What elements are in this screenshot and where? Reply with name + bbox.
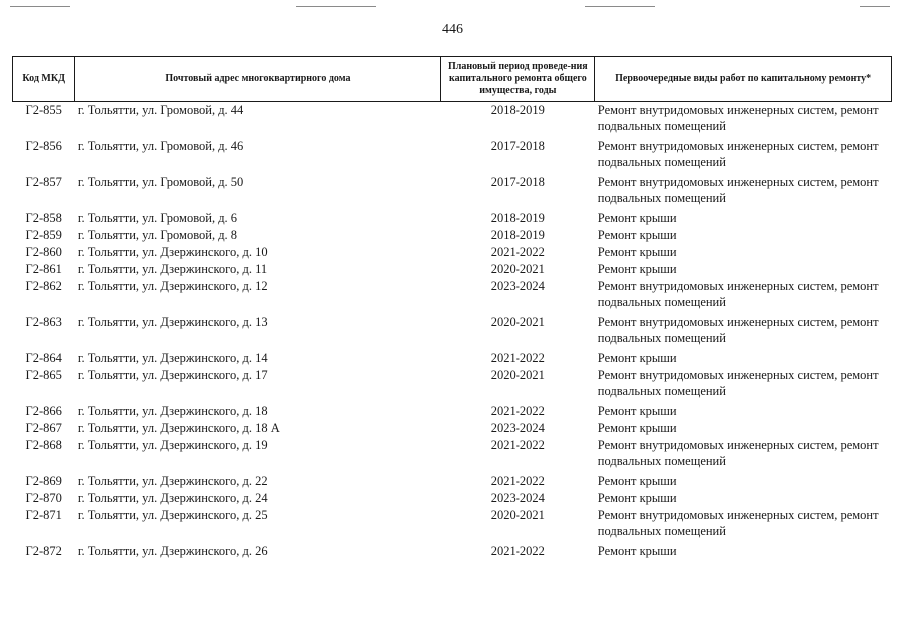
row-works: Ремонт внутридомовых инженерных систем, ремонт подвальных помещений [597,279,879,309]
table-row [13,367,892,403]
row-address: г. Тольятти, ул. Дзержинского, д. 11 [77,262,268,276]
page-number: 446 [442,22,463,37]
table-row [13,473,892,490]
row-address: г. Тольятти, ул. Громовой, д. 46 [77,139,244,153]
row-address: г. Тольятти, ул. Дзержинского, д. 10 [77,245,268,259]
table-row [13,210,892,227]
row-works: Ремонт внутридомовых инженерных систем, ремонт подвальных помещений [597,438,879,468]
row-code: Г2-866 [25,404,62,418]
table-row [13,244,892,261]
row-works: Ремонт крыши [597,245,677,259]
scan-edge-line [860,6,890,7]
row-works: Ремонт крыши [597,491,677,505]
capital-repair-table [12,56,892,560]
row-period: 2017-2018 [490,175,545,189]
row-code: Г2-864 [25,351,62,365]
row-address: г. Тольятти, ул. Громовой, д. 44 [77,103,244,117]
row-period: 2021-2022 [490,351,545,365]
row-period: 2018-2019 [490,228,545,242]
row-works: Ремонт крыши [597,421,677,435]
table-row [13,227,892,244]
row-period: 2020-2021 [490,262,545,276]
row-address: г. Тольятти, ул. Дзержинского, д. 17 [77,368,268,382]
row-address: г. Тольятти, ул. Дзержинского, д. 13 [77,315,268,329]
row-works: Ремонт крыши [597,544,677,558]
row-works: Ремонт внутридомовых инженерных систем, ремонт подвальных помещений [597,368,879,398]
row-works: Ремонт внутридомовых инженерных систем, ремонт подвальных помещений [597,508,879,538]
row-code: Г2-870 [25,491,62,505]
row-code: Г2-857 [25,175,62,189]
row-period: 2020-2021 [490,368,545,382]
row-period: 2023-2024 [490,421,545,435]
scan-edge-line [296,6,376,7]
table-row [13,350,892,367]
row-code: Г2-871 [25,508,62,522]
table-row [13,314,892,350]
table-row [13,420,892,437]
table-row [13,261,892,278]
row-period: 2021-2022 [490,474,545,488]
row-code: Г2-856 [25,139,62,153]
row-address: г. Тольятти, ул. Дзержинского, д. 18 [77,404,268,418]
row-works: Ремонт внутридомовых инженерных систем, ремонт подвальных помещений [597,139,879,169]
header-works: Первоочередные виды работ по капитальному ремонту* [595,57,892,102]
table-row [13,490,892,507]
row-address: г. Тольятти, ул. Дзержинского, д. 14 [77,351,268,365]
row-period: 2018-2019 [490,211,545,225]
row-address: г. Тольятти, ул. Громовой, д. 8 [77,228,238,242]
row-code: Г2-865 [25,368,62,382]
scan-edge-line [585,6,655,7]
row-works: Ремонт внутридомовых инженерных систем, ремонт подвальных помещений [597,315,879,345]
row-code: Г2-863 [25,315,62,329]
header-address: Почтовый адрес многоквартирного дома [75,57,441,102]
row-code: Г2-861 [25,262,62,276]
row-period: 2020-2021 [490,508,545,522]
header-code: Код МКД [13,57,75,102]
row-period: 2017-2018 [490,139,545,153]
row-code: Г2-868 [25,438,62,452]
row-period: 2023-2024 [490,491,545,505]
row-period: 2018-2019 [490,103,545,117]
row-address: г. Тольятти, ул. Дзержинского, д. 12 [77,279,268,293]
row-code: Г2-867 [25,421,62,435]
row-address: г. Тольятти, ул. Дзержинского, д. 25 [77,508,268,522]
row-address: г. Тольятти, ул. Дзержинского, д. 18 А [77,421,280,435]
row-period: 2021-2022 [490,404,545,418]
row-address: г. Тольятти, ул. Громовой, д. 50 [77,175,244,189]
row-period: 2020-2021 [490,315,545,329]
row-works: Ремонт крыши [597,262,677,276]
row-works: Ремонт крыши [597,474,677,488]
row-address: г. Тольятти, ул. Дзержинского, д. 26 [77,544,268,558]
row-period: 2021-2022 [490,438,545,452]
row-code: Г2-869 [25,474,62,488]
table-row [13,543,892,560]
row-works: Ремонт внутридомовых инженерных систем, ремонт подвальных помещений [597,103,879,133]
row-address: г. Тольятти, ул. Громовой, д. 6 [77,211,238,225]
row-works: Ремонт крыши [597,228,677,242]
row-works: Ремонт крыши [597,211,677,225]
row-period: 2021-2022 [490,245,545,259]
table-row [13,138,892,174]
row-period: 2021-2022 [490,544,545,558]
table-row [13,403,892,420]
row-works: Ремонт крыши [597,404,677,418]
row-address: г. Тольятти, ул. Дзержинского, д. 19 [77,438,268,452]
row-code: Г2-859 [25,228,62,242]
row-works: Ремонт крыши [597,351,677,365]
scan-edge-line [10,6,70,7]
row-code: Г2-858 [25,211,62,225]
row-address: г. Тольятти, ул. Дзержинского, д. 24 [77,491,268,505]
row-works: Ремонт внутридомовых инженерных систем, ремонт подвальных помещений [597,175,879,205]
row-code: Г2-862 [25,279,62,293]
table-header-row [13,57,892,102]
header-period: Плановый период проведе-ния капитального ремонта общего имущества, годы [441,57,595,102]
row-code: Г2-872 [25,544,62,558]
table-row [13,102,892,139]
table-row [13,174,892,210]
table-row [13,278,892,314]
table-row [13,507,892,543]
row-period: 2023-2024 [490,279,545,293]
row-code: Г2-855 [25,103,62,117]
table-row [13,437,892,473]
row-code: Г2-860 [25,245,62,259]
row-address: г. Тольятти, ул. Дзержинского, д. 22 [77,474,268,488]
